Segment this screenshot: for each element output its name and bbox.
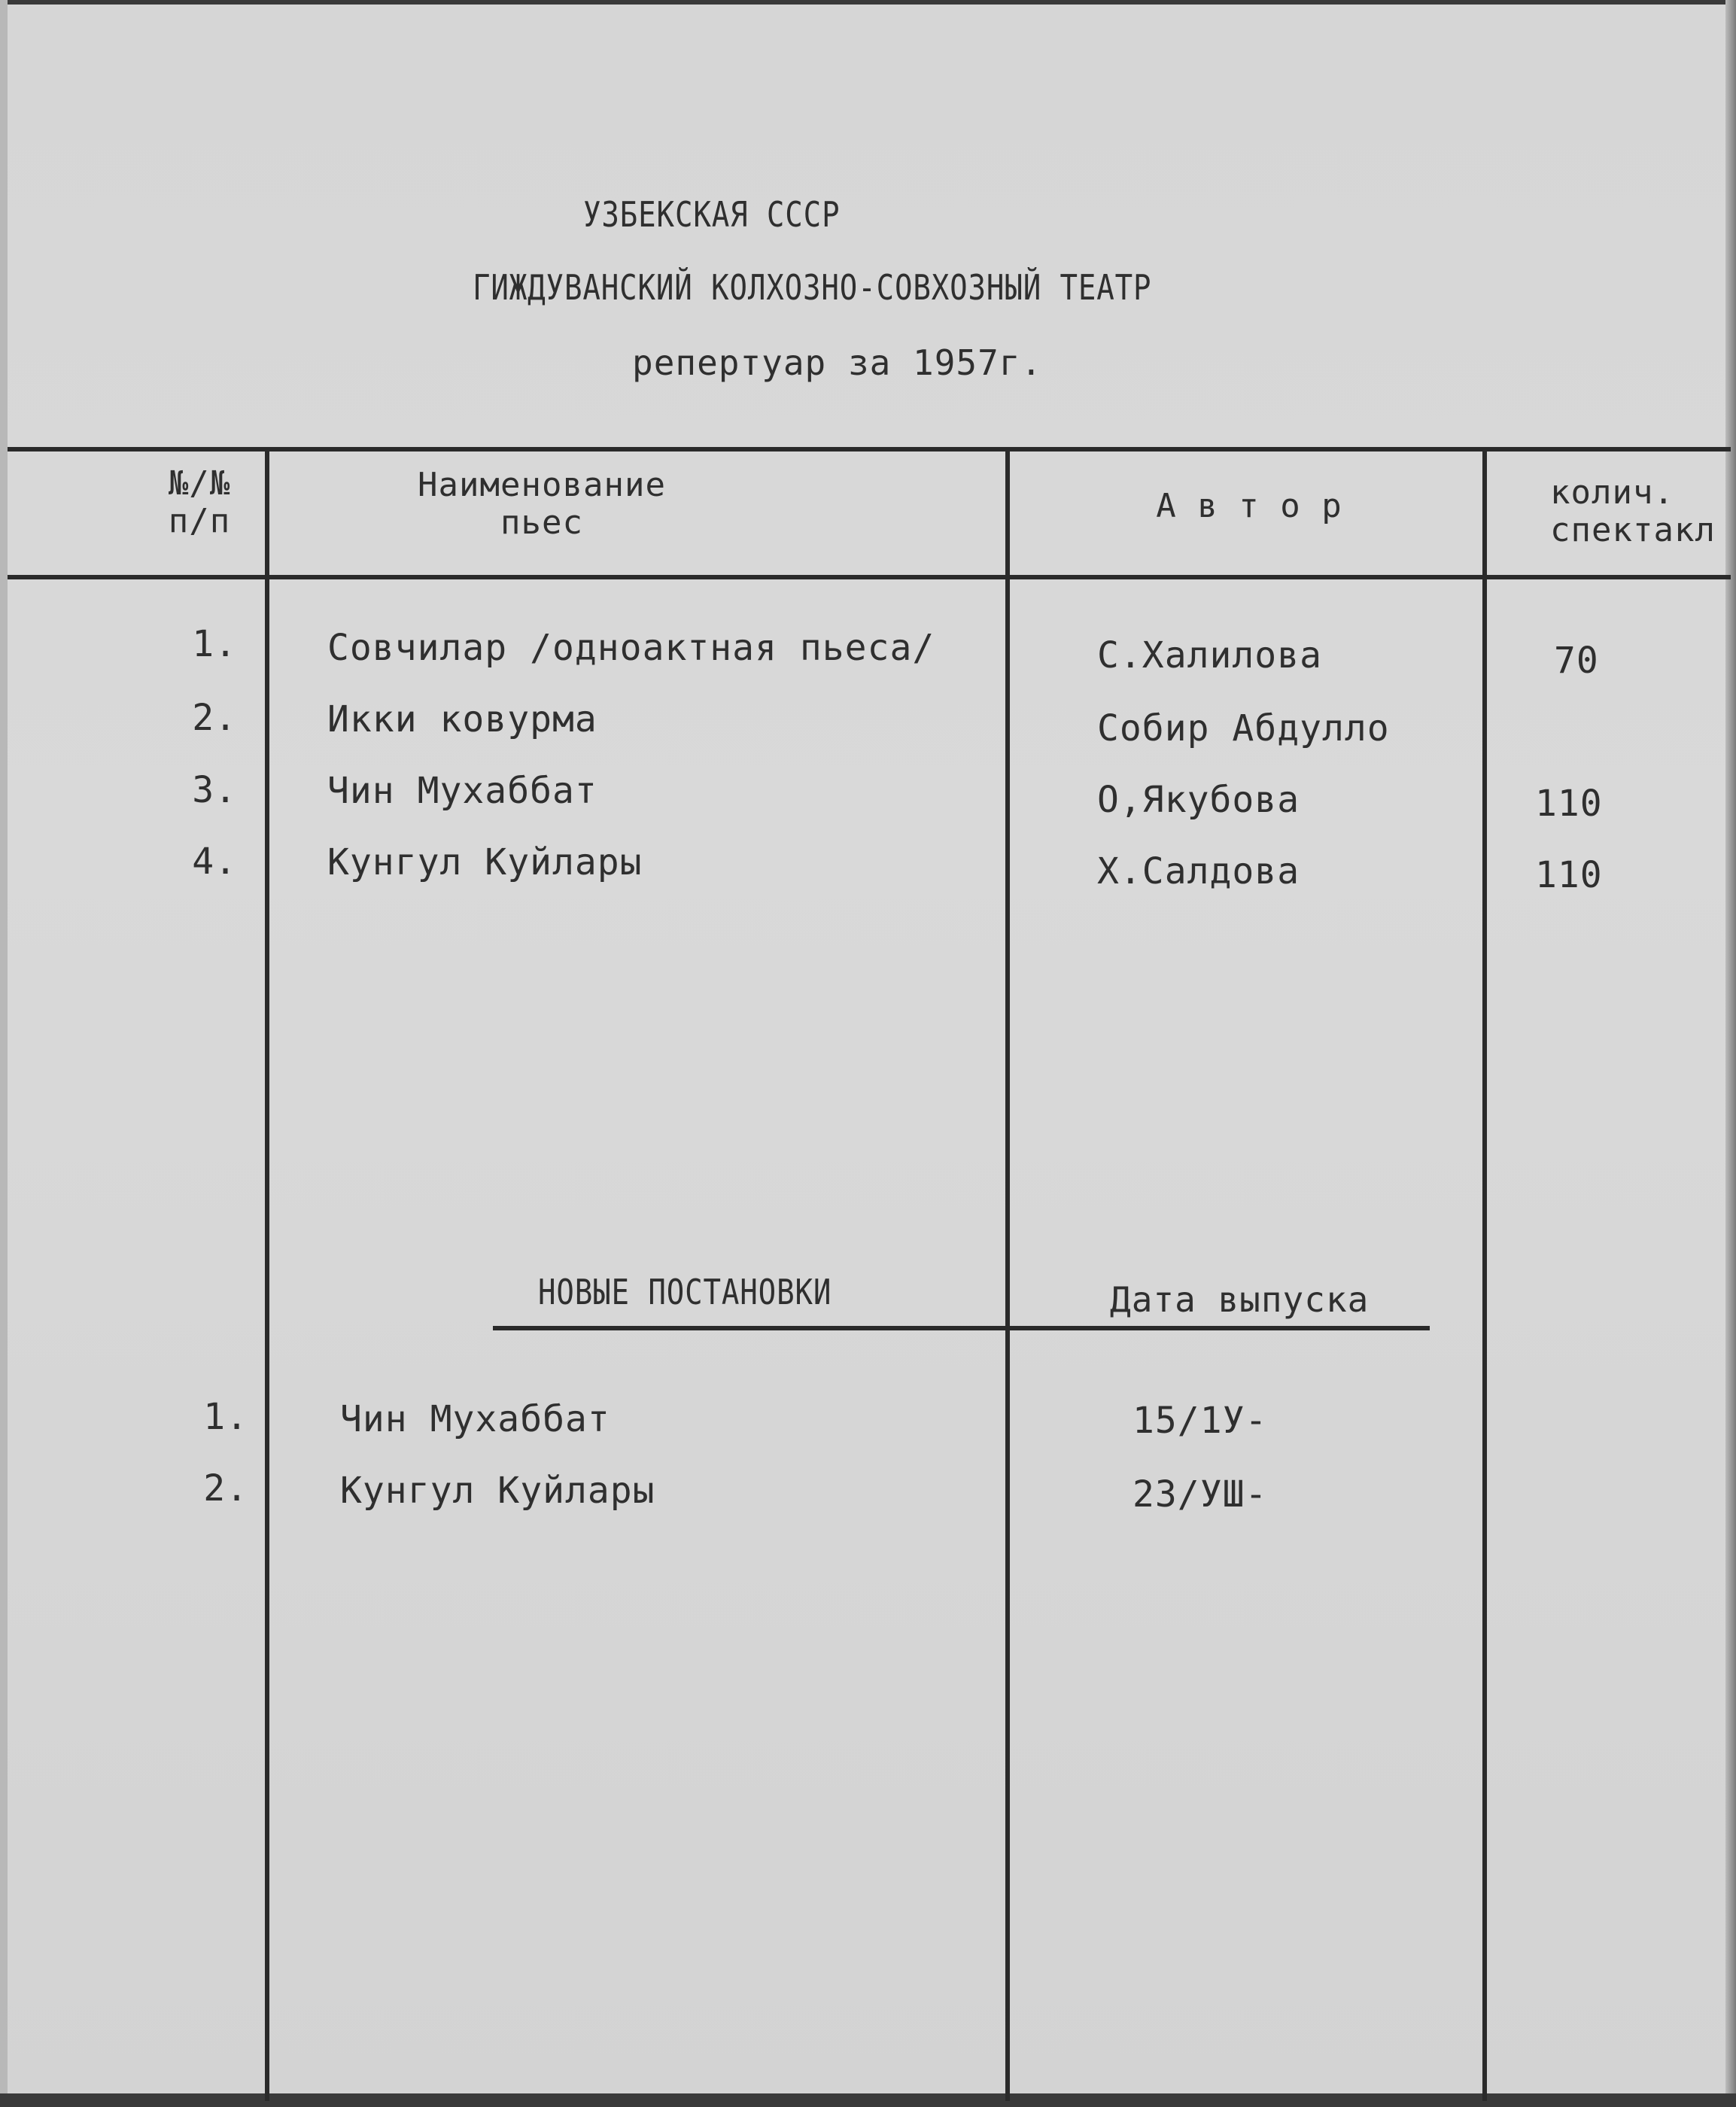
table-row-3-title: Чин Мухаббат bbox=[327, 770, 597, 812]
table-row-2-author: Собир Абдулло bbox=[1097, 707, 1390, 749]
column-header-title bbox=[391, 467, 692, 542]
table-row-1-count: 70 bbox=[1554, 640, 1599, 682]
column-divider-2 bbox=[1005, 448, 1010, 2101]
header-republic: УЗБЕКСКАЯ СССР bbox=[583, 194, 841, 235]
new-production-row-2-title: Кунгул Куйлары bbox=[340, 1470, 655, 1512]
column-header-author: А в т о р bbox=[1156, 487, 1342, 525]
column-header-title-line1: Наименование bbox=[418, 466, 666, 504]
table-row-2-number: 2. bbox=[192, 697, 237, 739]
new-production-row-2-date: 23/УШ- bbox=[1133, 1473, 1268, 1516]
table-row-4-author: Х.Салдова bbox=[1097, 850, 1300, 892]
column-header-title-line2: пьес bbox=[500, 503, 583, 542]
column-header-count bbox=[1550, 474, 1731, 549]
column-header-count-line1: колич. bbox=[1550, 473, 1674, 512]
new-production-row-1-date: 15/1У- bbox=[1133, 1400, 1268, 1442]
column-divider-1 bbox=[265, 448, 269, 2101]
page-edge-left bbox=[0, 0, 8, 2107]
table-row-4-title: Кунгул Куйлары bbox=[327, 841, 643, 883]
page-edge-right bbox=[1725, 0, 1736, 2107]
new-production-row-2-number: 2. bbox=[203, 1467, 248, 1510]
header-theatre: ГИЖДУВАНСКИЙ КОЛХОЗНО-СОВХОЗНЫЙ ТЕАТР bbox=[473, 267, 1152, 308]
table-row-4-number: 4. bbox=[192, 841, 237, 883]
column-header-number-line2: п/п bbox=[168, 502, 231, 540]
table-row-4-count: 110 bbox=[1535, 854, 1603, 896]
page-edge-bottom bbox=[0, 2093, 1736, 2107]
new-production-row-1-number: 1. bbox=[203, 1396, 248, 1438]
page-edge-top bbox=[0, 0, 1736, 5]
column-divider-3 bbox=[1482, 448, 1487, 2101]
table-row-3-count: 110 bbox=[1535, 783, 1603, 825]
release-date-heading: Дата выпуска bbox=[1110, 1279, 1370, 1320]
table-row-1-number: 1. bbox=[192, 623, 237, 665]
header-repertoire: репертуар за 1957г. bbox=[632, 342, 1043, 383]
column-header-number-line1: №/№ bbox=[168, 464, 231, 503]
new-productions-rule bbox=[493, 1326, 1430, 1330]
table-row-3-author: О,Якубова bbox=[1097, 779, 1300, 821]
table-row-3-number: 3. bbox=[192, 769, 237, 811]
table-row-2-title: Икки ковурма bbox=[327, 698, 597, 740]
table-row-1-title: Совчилар /одноактная пьеса/ bbox=[327, 627, 935, 669]
table-row-1-author: С.Халилова bbox=[1097, 634, 1322, 676]
column-header-count-line2: спектакл bbox=[1550, 511, 1716, 549]
column-header-number bbox=[150, 465, 248, 540]
new-production-row-1-title: Чин Мухаббат bbox=[340, 1398, 610, 1440]
new-productions-heading: НОВЫЕ ПОСТАНОВКИ bbox=[538, 1272, 832, 1312]
